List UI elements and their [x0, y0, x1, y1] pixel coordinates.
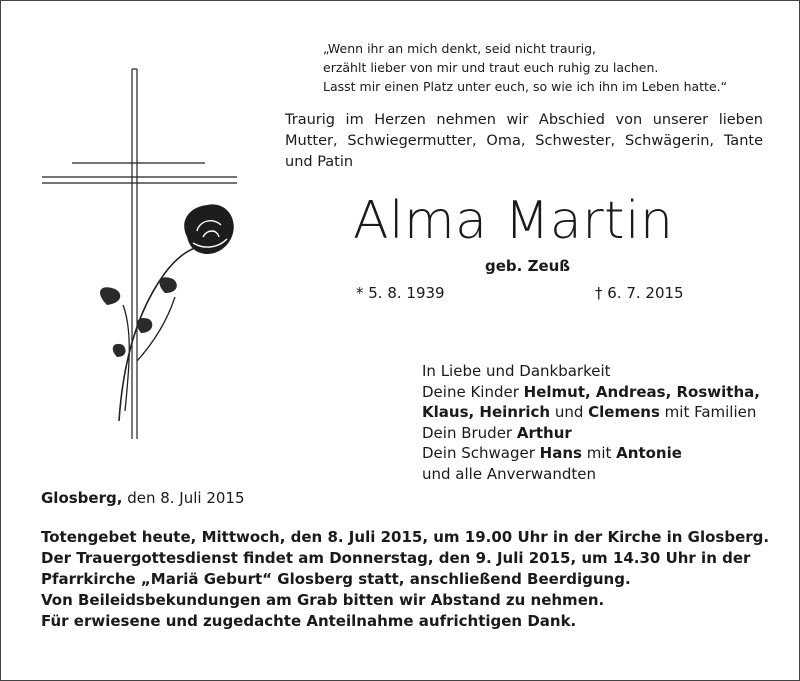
poem-line: „Wenn ihr an mich denkt, seid nicht traurig,	[323, 41, 596, 56]
mourners-brother-line: Dein Bruder Arthur	[422, 423, 572, 442]
poem-line: Lasst mir einen Platz unter euch, so wie ich ihn im Leben hatte.“	[323, 79, 728, 94]
children-names: Helmut, Andreas, Roswitha,	[523, 382, 760, 401]
date-text: den 8. Juli 2015	[122, 489, 245, 507]
deceased-name: Alma Martin	[353, 191, 674, 251]
notice-line: Der Trauergottesdienst findet am Donnerstag, den 9. Juli 2015, um 14.30 Uhr in der	[41, 549, 751, 567]
poem-quote	[323, 39, 727, 96]
children-names: Klaus, Heinrich	[422, 403, 551, 421]
place-name: Glosberg,	[41, 489, 123, 507]
intro-text: Traurig im Herzen nehmen wir Abschied von unserer lieben Mutter, Schwiegermutter, Oma, Schwester, Schwägerin, Tante und Patin	[285, 112, 763, 170]
notice-line: Für erwiesene und zugedachte Anteilnahme aufrichtigen Dank.	[41, 612, 577, 630]
mourners-heading: In Liebe und Dankbarkeit	[422, 362, 611, 380]
mourners-relatives-line: und alle Anverwandten	[422, 464, 596, 483]
mourners-list	[422, 361, 760, 484]
death-date: † 6. 7. 2015	[595, 284, 684, 302]
brother-in-law-name: Hans	[539, 444, 582, 462]
poem-line: erzählt lieber von mir und traut euch ruhig zu lachen.	[323, 60, 659, 75]
brother-name: Arthur	[516, 423, 572, 442]
birth-date: * 5. 8. 1939	[356, 284, 445, 302]
cross-with-rose-icon	[37, 61, 247, 461]
service-notices	[41, 527, 769, 632]
notice-line: Totengebet heute, Mittwoch, den 8. Juli 2015, um 19.00 Uhr in der Kirche in Glosberg.	[41, 528, 770, 546]
mourners-children-line: Deine Kinder Helmut, Andreas, Roswitha,	[422, 382, 760, 401]
birth-name: geb. Zeuß	[485, 257, 571, 275]
partner-name: Antonie	[616, 444, 682, 462]
notice-line: Von Beileidsbekundungen am Grab bitten wir Abstand zu nehmen.	[41, 591, 605, 609]
notice-line: Pfarrkirche „Mariä Geburt“ Glosberg statt, anschließend Beerdigung.	[41, 570, 631, 588]
mourners-brother-in-law-line: Dein Schwager Hans mit Antonie	[422, 444, 682, 462]
mourners-children-line: Klaus, Heinrich und Clemens mit Familien	[422, 403, 757, 421]
children-names: Clemens	[588, 403, 660, 421]
place-date	[41, 489, 245, 507]
